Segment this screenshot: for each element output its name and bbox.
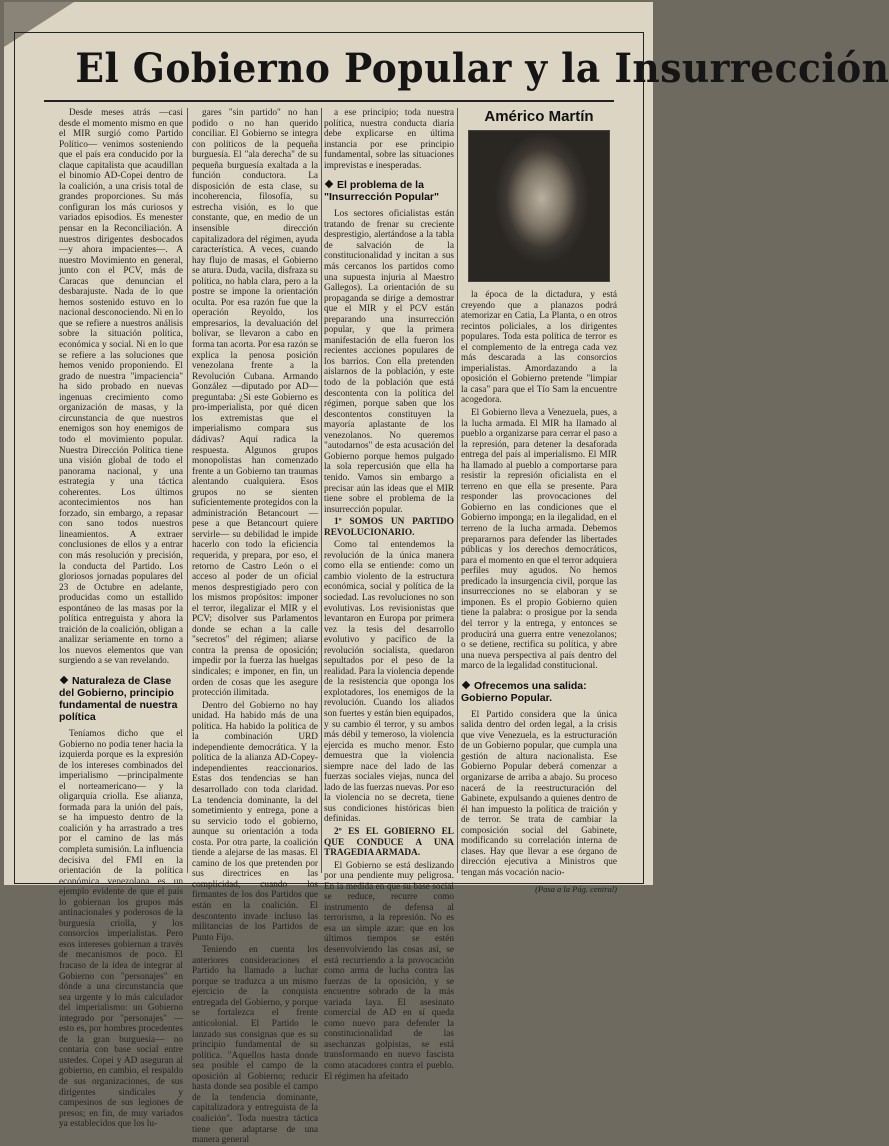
column-2 — [192, 108, 318, 1146]
paragraph: El Gobierno se está deslizando por una pendiente muy peligrosa. En la medida en que su base social se reduce, recurre como instrumento de defensa al terrorismo, a la represión. No es esa un simple azar: que en los últimos tiempos se estén desenvolviendo las cosas así, se está recurriendo a la provocación como arma de lucha contra las fuerzas de la oposición, y se encuentre sobrado de la más variada laya. El asesinato comercial de AD en sí queda como nuevo para defender la constitucionalidad de las asechanzas golpistas, se está transformando en nuevo fascista como atacadores contra el pueblo. El régimen ha afeitado — [324, 860, 454, 1082]
subheading: El problema de la "Insurrección Popular" — [324, 179, 439, 204]
newspaper-page — [4, 2, 889, 1146]
headline-rule — [44, 100, 614, 102]
paragraph: Dentro del Gobierno no hay unidad. Ha habido más de una política. Ha habido la política de la combinación URD independiente democrática. Y la política de la alianza AD-Copey-independientes reaccionarios. Estas dos tendencias se han desarrollado con toda claridad. La tendencia dominante, la del sometimiento y entrega, pone a su servicio todo el gobierno, aunque su orientación a toda costa. Por otra parte, la coalición tiende a alejarse de las masas. El camino de los que pretenden por sus directrices en las complicidad, cuando los firmantes de los dos Partidos que están en la coalición. El descontento invade incluso las militancias de los Partidos de Punto Fijo. — [192, 700, 318, 943]
paragraph: gares "sin partido" no han podido o no han querido conciliar. El Gobierno se integra con políticos de la pequeña burguesía. El "ala derecha" de su pequeña burguesía exaltada a la función conductora. La disposición de esta clase, su incoherencia, filosofía, su estrecha visión, es lo que constante, que, en medio de un insensible dirección capitalizadora del régimen, ayuda característica. A veces, cuando hay flujo de masas, el Gobierno se atura. Duda, vacila, disfraza su política, no habla clara, pero a la postre se impone la orientación oculta. Por esa razón fue que la operación Reyoldo, los empresarios, la devaluación del bolívar, se llevaron a cabo en forma tan acorta. Por esa razón se explica la penosa posición venezolana frente a la Revolución Cubana. Armando González —diputado por AD— preguntaba: ¿Si este Gobierno es pro-imperialista, por qué dicen los extremistas que el imperialismo compara sus dádivas? Aquí radica la respuesta. Algunos grupos monopolistas han comenzado frente a un Gobierno tan traumas alentando cualquiera. Esos grupos no se sienten suficientemente protegidos con la administración Betancourt —pese a que Betancourt quiere servirle— su debilidad le impide hacerlo con todo la eficiencia requerida, y prepara, por eso, el retorno de Castro León o el acceso al poder de un oficial menos desprestigiado pero con los mismos propósitos: imponer el terror, ilegalizar el MIR y el PCV; disolver sus Parlamentos donde se echan a la calle "secretos" del régimen; aliarse contra la prensa de oposición; impedir por la fuerza las huelgas sindicales; e imponer, en fin, un orden de cosas que les asegure protección ilimitada. — [192, 108, 318, 699]
column-divider — [187, 108, 188, 873]
continued-note: (Pasa a la Pág. central) — [535, 884, 617, 895]
paragraph: El Gobierno lleva a Venezuela, pues, a la lucha armada. El MIR ha llamado al pueblo a organizarse para cerrar el paso a la represión, para detener la desaforada entrega del país al imperialismo. El MIR ha llamado al pueblo a comportarse para resistir la represión oficialista en el terreno en que ella se presente. Para responder las provocaciones del Gobierno en las condiciones que el Gobierno imponga; en la ilegalidad, en el terreno de la lucha armada. Debemos prepararnos para defender las libertades públicas y los derechos democráticos, para el momento en que el terror adquiera perfiles muy agudos. No hemos predicado la insurgencia civil, porque las insurrecciones no se elaboran y se imponen. Es el propio Gobierno quien tiene la palabra: o prosigue por la senda del terror y la entrega, y entonces se producirá una guerra entre venezolanos; o se detiene, rectifica su política, y abre una nueva perspectiva al país dentro del marco de la legalidad constitucional. — [461, 408, 617, 672]
paragraph: Teniendo en cuenta los anteriores consideraciones el Partido ha llamado a luchar porque se traduzca a un mismo ejercicio de la conquista entregada del Gobierno, y porque se fortalezca el frente anticolonial. El Partido le lanzado sus consignas que es su principio fundamental de su política. "Aquellos hasta donde sea posible el campo de la oposición al Gobierno; reducir hasta donde sea posible el campo de la tendencia dominante, capitalizadora y entreguista de la coalición". Toda nuestra táctica tiene que adaptarse de una manera general — [192, 945, 318, 1146]
paragraph: Teníamos dicho que el Gobierno no podía tener hacia la izquierda porque es la expresión de los intereses combinados del imperialismo —principalmente el norteamericano— y la oligarquía criolla. Ese alianza, formada para la unión del país, se ha impuesto dentro de la coalición y ha arrastrado a tres por el camino de las más completa sumisión. La influencia decisiva del FMI en la orientación de la política económica venezolana es un ejemplo evidente de que el país lo gobiernan los grupos más antinacionales y poderosos de la burguesía criolla, y los consorcios imperialistas. Pero esos intereses gobiernan a través de mecanismos de poco. El fracaso de la idea de integrar al Gobierno con "personajes" en dónde a una circunstancia que sea urgente y lo más calculador del imperialismo: un Gobierno integrado por "personajes" —esto es, por hombres procedentes de la gran burguesía— no contaría con base social entre ustedes. Copei y AD aseguran al gobierno, en cambio, el respaldo de sus organizaciones, de sus dirigentes sindicales y campesinos de sus legiones de presos; en fin, de muy variados ya establecidos que los lu- — [59, 728, 183, 1130]
author-name: Américo Martín — [484, 108, 594, 125]
paragraph: Desde meses atrás —casi desde el momento mismo en que el MIR surgió como Partido Político— venimos sosteniendo que el país era conducido por la claque capitalista que acaudillan el binomio AD-Copei dentro de la coalición, a una crisis total de grandes proporciones. Su más configuran los más curiosos y variados episodios. Es menester pensar en la Reconciliación. A nuestros dirigentes desbocados —y ahora impacientes—. A nuestro Movimiento en general, junto con el PCV, más de Caracas que denuncian el desbarajuste. Nada de lo que hemos sostenido estuvo en lo nacional desconociendo. Ni en lo que se refiere a nuestros análisis sobre la situación política, económica y social. Ni en lo que se refiere a las soluciones que hemos venido proponiendo. El grado de nuestra "impaciencia" ha sido probado en nuevas ingenuas crecimiento como organización de masas, y la circunstancia de que nuestros enemigos son hoy enemigos de todo el movimiento popular. Nuestra Dirección Política tiene una visión global de todo el panorama nacional, y una estrategia y una táctica coherentes. Los últimos acontecimientos nos han forzado, sin embargo, a repasar con sano todos nuestros lineamientos. A extraer conclusiones de ellos y a entrar con más resolución y precisión, la conducta del Partido. Los gloriosos jornadas populares del 23 de Octubre en adelante, producidas como un estallido espontáneo de las masas por la política entreguista y ahora la traición de la coalición, obligan a analizar seriamente en torno a los nuevos elementos que van surgiendo a se van revelando. — [59, 108, 183, 667]
column-divider — [321, 108, 322, 873]
subheading: Naturaleza de Clase del Gobierno, principio fundamental de nuestra política — [59, 674, 178, 723]
paragraph: a ese principio; toda nuestra política, nuestra conducta diaria debe explicarse en última instancia por ese principio fundamental, sobre las situaciones imprevistas e inesperadas. — [324, 108, 454, 171]
paragraph: la época de la dictadura, y está creyendo que a planazos podrá atemorizar en Catia, La Planta, o en otros recintos policiales, a los dirigentes populares. Toda esta política de terror es el complemento de la entrega cada vez más descarada a las consorcios imperialistas. Amordazando a la oposición el Gobierno pretende "limpiar la casa" para que el Tío Sam la encuentre acogedora. — [461, 290, 617, 406]
headline: El Gobierno Popular y la Insurrección — [75, 45, 889, 92]
numbered-heading: 1º SOMOS UN PARTIDO REVOLUCIONARIO. — [324, 517, 454, 538]
column-divider — [457, 108, 458, 873]
paragraph: Los sectores oficialistas están tratando de frenar su creciente desprestigio, alertándose a la tabla de salvación de la constitucionalidad y incitan a sus más cercanos los partidos como una supuesta injuria al Maestro Gallegos). La orientación de su propaganda se dirige a demostrar que el MIR y el PCV están preparando una insurrección popular, y que la primera manifestación de ella fueron los recientes acciones populares de los barrios. Con ella pretenden aislarnos de la población, y este todo de la población que está descontenta con la política del régimen, porque saben que los descontentos constituyen la mayoría aplastante de los venezolanos. No queremos "autodarnos" de esta acusación del Gobierno porque hemos pulgado la sola repercusión que ella ha tenido. Vamos sin embargo a precisar aún las ideas que el MIR tiene sobre el problema de la insurrección popular. — [324, 209, 454, 515]
bullet-diamond-icon — [325, 180, 333, 188]
column-4 — [461, 108, 617, 895]
paragraph: Como tal entendemos la revolución de la única manera como ella se entiende: como un cambio violento de la estructura económica, social y política de la sociedad. Las revoluciones no son evolutivas. Los revisionistas que levantaron en Europa por primera vez la tesis del desarrollo evolutivo y pacífico de la revolución socialista, quedaron sepultados por el peso de la realidad. Para la violencia depende de la resistencia que oponga los explotadores, los enemigos de la revolución. Cuando los aliados son fuertes y están bien equipados, y su cambio él terror, y su ambos más débil y temeroso, la violencia ejercida es mucho menor. Esto demuestra que la violencia siempre nace del lado de las fuerzas sociales viejas, nunca del lado de las fuerzas nuevas. Por eso la violencia no se decreta, tiene sus condiciones históricas bien definidas. — [324, 540, 454, 825]
author-portrait-icon — [468, 130, 610, 282]
bullet-diamond-icon — [462, 680, 470, 688]
column-3 — [324, 108, 454, 1082]
paragraph: El Partido considera que la única salida dentro del orden legal, a la crisis que vive Venezuela, es la estructuración de un Gobierno popular, que cumpla una gestión de altura nacionalista. Ese Gobierno Popular deberá comenzar a organizarse de arriba a abajo. Su proceso nacerá de la reestructuración del Gabinete, expulsando a quienes dentro de él han impuesto la política de traición y de terror. Se trata de cambiar la composición social del Gabinete, modificando su correlación interna de clases. Hay que llevar a ese órgano de dirección ejecutiva a Ministros que tengan más vocación nacio- — [461, 709, 617, 878]
column-1 — [59, 108, 183, 1130]
numbered-heading: 2º ES EL GOBIERNO EL QUE CONDUCE A UNA TRAGEDIA ARMADA. — [324, 827, 454, 859]
subheading: Ofrecemos una salida: Gobierno Popular. — [461, 679, 587, 704]
bullet-diamond-icon — [60, 676, 68, 684]
